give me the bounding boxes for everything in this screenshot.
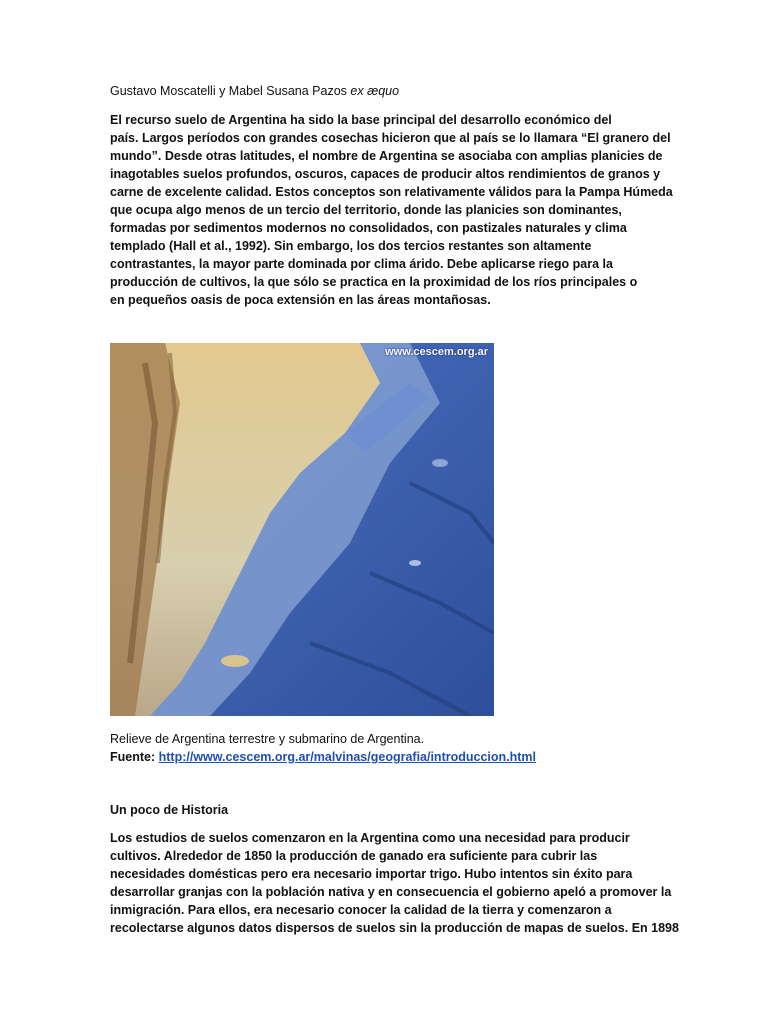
image-watermark: www.cescem.org.ar: [385, 346, 488, 358]
paragraph-line: contrastantes, la mayor parte dominada por clima árido. Debe aplicarse riego para la: [110, 257, 613, 271]
source-label: Fuente:: [110, 750, 156, 764]
relief-map-figure: [110, 343, 494, 716]
paragraph-line: formadas por sedimentos modernos no consolidados, con pastizales naturales y clima: [110, 221, 627, 235]
islands: [221, 655, 249, 667]
paragraph-line: mundo”. Desde otras latitudes, el nombre de Argentina se asociaba con amplias planicies de: [110, 149, 663, 163]
paragraph-line: inmigración. Para ellos, era necesario conocer la calidad de la tierra y comenzaron a: [110, 903, 612, 917]
islands: [409, 560, 421, 566]
history-paragraph: [110, 829, 679, 937]
relief-map-image: [110, 343, 494, 716]
islands: [432, 459, 448, 467]
caption-text: Relieve de Argentina terrestre y submarino de Argentina.: [110, 732, 425, 746]
paragraph-line: carne de excelente calidad. Estos conceptos son relativamente válidos para la Pampa Húmeda: [110, 185, 673, 199]
source-link[interactable]: http://www.cescem.org.ar/malvinas/geografia/introduccion.html: [158, 750, 537, 764]
paragraph-line: en pequeños oasis de poca extensión en las áreas montañosas.: [110, 293, 491, 307]
paragraph-line: desarrollar granjas con la población nativa y en consecuencia el gobierno apeló a promover la: [110, 885, 672, 899]
section-heading: Un poco de Historia: [110, 803, 229, 817]
paragraph-line: Los estudios de suelos comenzaron en la Argentina como una necesidad para producir: [110, 831, 630, 845]
authors-ex-aequo: ex æquo: [350, 84, 400, 98]
paragraph-line: país. Largos períodos con grandes cosechas hicieron que al país se lo llamara “El granero del: [110, 131, 671, 145]
caption-source: [110, 748, 536, 766]
paragraph-line: El recurso suelo de Argentina ha sido la base principal del desarrollo económico del: [110, 113, 612, 127]
intro-paragraph: [110, 111, 673, 309]
authors-line: [110, 84, 399, 98]
paragraph-line: recolectarse algunos datos dispersos de suelos sin la producción de mapas de suelos. En 1898: [110, 921, 679, 935]
paragraph-line: producción de cultivos, la que sólo se practica en la proximidad de los ríos principales o: [110, 275, 638, 289]
paragraph-line: que ocupa algo menos de un tercio del territorio, donde las planicies son dominantes,: [110, 203, 622, 217]
paragraph-line: templado (Hall et al., 1992). Sin embargo, los dos tercios restantes son altamente: [110, 239, 592, 253]
figure-caption: [110, 730, 536, 766]
paragraph-line: inagotables suelos profundos, oscuros, capaces de producir altos rendimientos de granos y: [110, 167, 661, 181]
paragraph-line: cultivos. Alrededor de 1850 la producción de ganado era suficiente para cubrir las: [110, 849, 598, 863]
authors-names: Gustavo Moscatelli y Mabel Susana Pazos: [110, 84, 347, 98]
paragraph-line: necesidades domésticas pero era necesario importar trigo. Hubo intentos sin éxito para: [110, 867, 633, 881]
